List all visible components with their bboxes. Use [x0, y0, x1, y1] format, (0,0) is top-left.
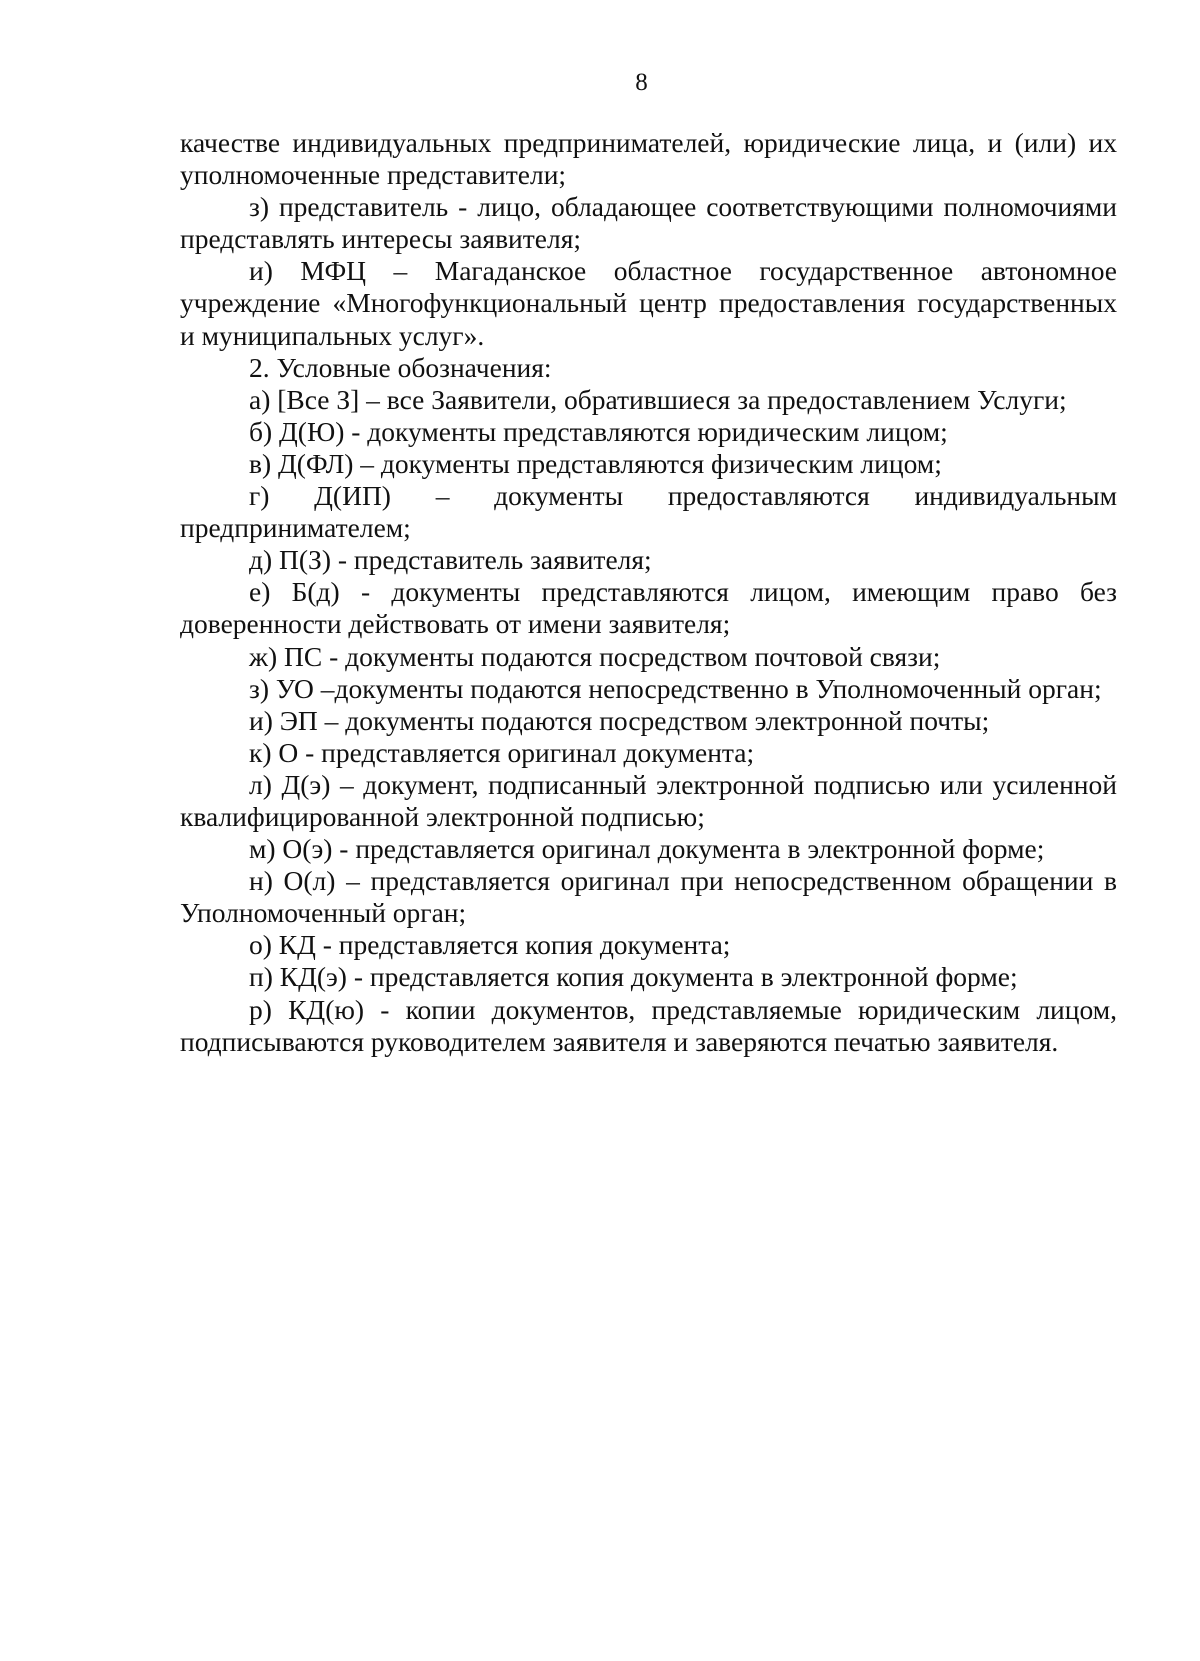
- legend-item-g: г) Д(ИП) – документы предоставляются индивидуальным предпринимателем;: [180, 480, 1117, 544]
- page-number: 8: [635, 69, 648, 96]
- legend-item-r: р) КД(ю) - копии документов, представляемые юридическим лицом, подписываются руководителем заявителя и заверяются печатью заявителя.: [180, 993, 1117, 1057]
- legend-item-m: м) О(э) - представляется оригинал документа в электронной форме;: [249, 833, 1045, 865]
- legend-item-o: о) КД - представляется копия документа;: [249, 929, 731, 961]
- legend-item-l: л) Д(э) – документ, подписанный электронной подписью или усиленной квалифицированной электронной подписью;: [180, 768, 1117, 832]
- legend-item-k: к) О - представляется оригинал документа;: [249, 736, 755, 768]
- legend-item-zh: ж) ПС - документы подаются посредством почтовой связи;: [249, 640, 941, 672]
- paragraph-continuation: качестве индивидуальных предпринимателей, юридические лица, и (или) их уполномоченные представители;: [180, 127, 1117, 191]
- definition-representative: з) представитель - лицо, обладающее соответствующими полномочиями представлять интересы заявителя;: [180, 191, 1117, 255]
- legend-item-z: з) УО –документы подаются непосредственно в Уполномоченный орган;: [249, 672, 1102, 704]
- legend-item-v: в) Д(ФЛ) – документы представляются физическим лицом;: [249, 447, 942, 479]
- legend-item-n: н) О(л) – представляется оригинал при непосредственном обращении в Уполномоченный орган;: [180, 865, 1117, 929]
- definition-mfc: и) МФЦ – Магаданское областное государственное автономное учреждение «Многофункциональный центр предоставления государственных и муниципальных услуг».: [180, 255, 1117, 351]
- section-heading-legend: 2. Условные обозначения:: [249, 351, 552, 383]
- legend-item-p: п) КД(э) - представляется копия документа в электронной форме;: [249, 961, 1018, 993]
- legend-item-i: и) ЭП – документы подаются посредством электронной почты;: [249, 704, 990, 736]
- legend-item-d: д) П(З) - представитель заявителя;: [249, 544, 652, 576]
- legend-item-b: б) Д(Ю) - документы представляются юридическим лицом;: [249, 415, 948, 447]
- legend-item-a: а) [Все З] – все Заявители, обратившиеся за предоставлением Услуги;: [249, 383, 1067, 415]
- legend-item-e: е) Б(д) - документы представляются лицом, имеющим право без доверенности действовать от имени заявителя;: [180, 576, 1117, 640]
- document-body: [180, 127, 1117, 1058]
